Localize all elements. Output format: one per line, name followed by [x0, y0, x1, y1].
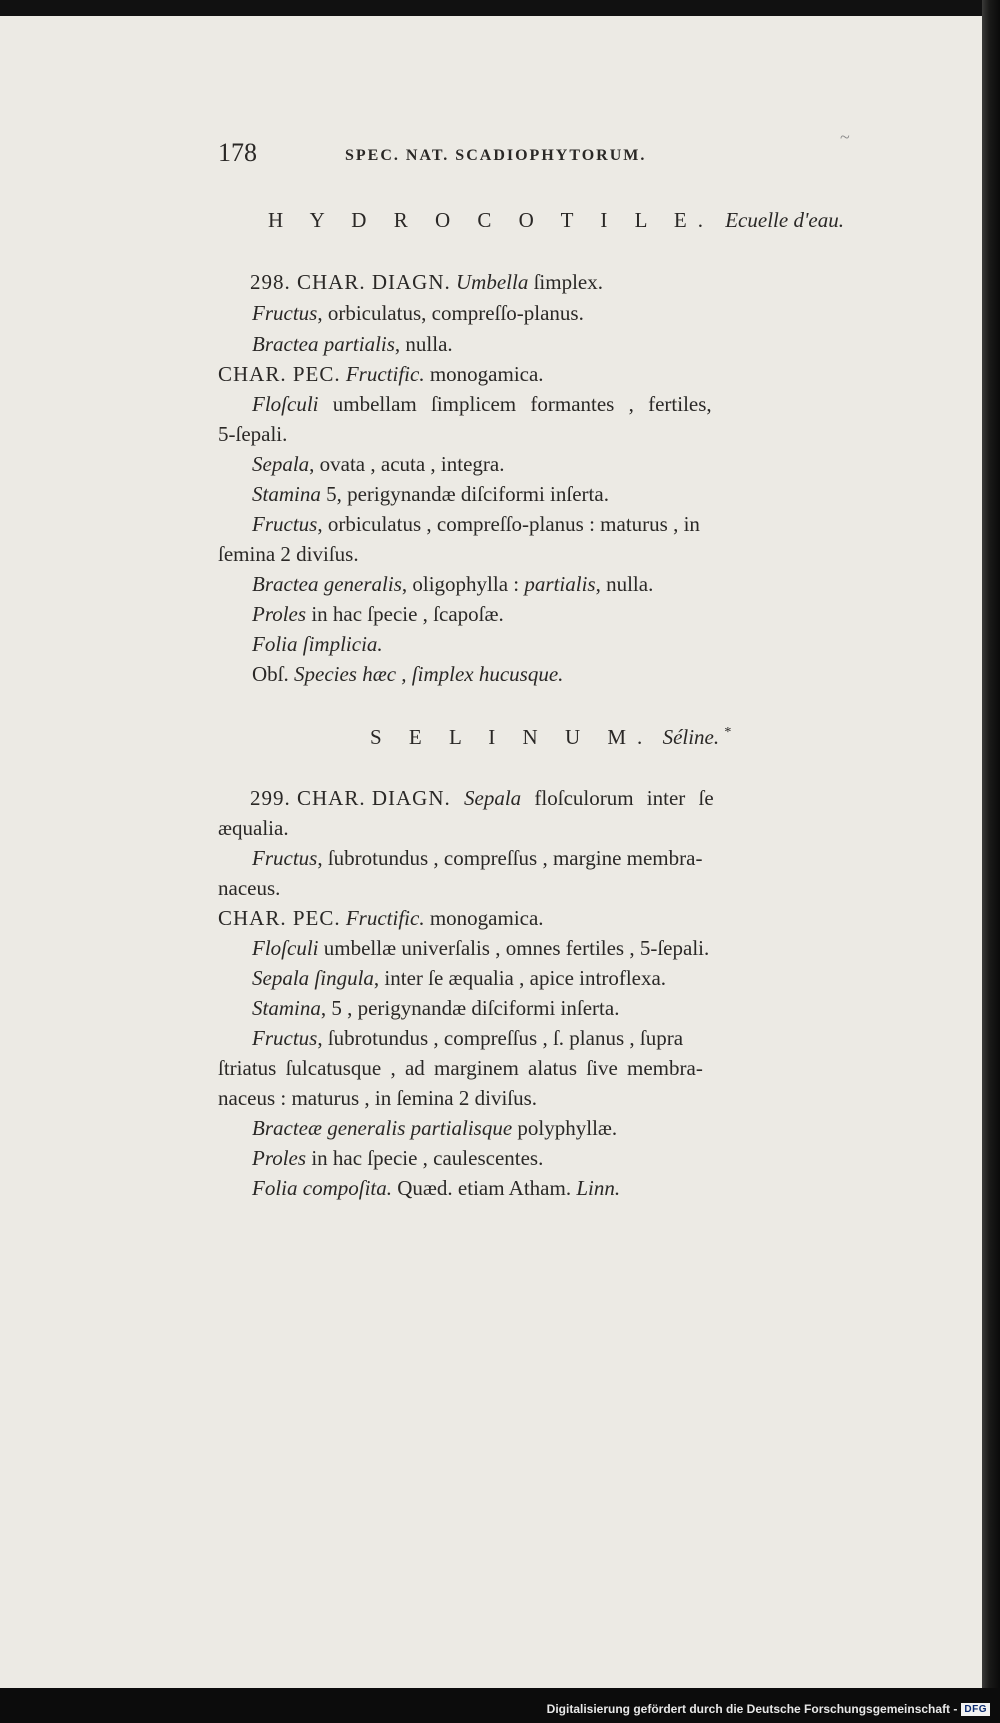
text-line [252, 848, 702, 869]
line-part: naceus : maturus , in ſemina 2 diviſus. [218, 1086, 538, 1110]
line-part: partialis [524, 572, 596, 596]
text-line [252, 574, 653, 595]
book-edge [982, 0, 1000, 1690]
text-line [252, 998, 619, 1019]
line-part: Bractea partialis [252, 332, 395, 356]
line-part: Floſculi [252, 392, 319, 416]
text-line [252, 1178, 620, 1199]
line-part: , nulla. [595, 572, 654, 596]
genus-name: S E L I N U M. [370, 725, 654, 749]
asterisk: * [724, 725, 732, 740]
text-line [252, 938, 709, 959]
digitization-footer [547, 1702, 990, 1716]
text-line [218, 544, 359, 565]
line-part: Stamina [252, 482, 321, 506]
text-line [250, 788, 714, 809]
text-line [252, 394, 712, 415]
text-line [252, 514, 700, 535]
line-part: Proles [252, 1146, 307, 1170]
line-part: Fructific. [345, 906, 425, 930]
line-part: , ſubrotundus , compreſſus , ſ. planus , ſupra [317, 1026, 684, 1050]
line-part: , ſubrotundus , compreſſus , margine membra- [317, 846, 703, 870]
text-line [218, 424, 287, 445]
line-part: , inter ſe æqualia , apice introflexa. [373, 966, 667, 990]
line-part: 5-ſepali. [218, 422, 288, 446]
text-line [252, 303, 584, 324]
line-part: umbellæ univerſalis , omnes fertiles , 5-ſepali. [323, 936, 710, 960]
line-part: ſemina 2 diviſus. [218, 542, 359, 566]
line-part: CHAR. PEC. [218, 906, 341, 930]
text-line [218, 1058, 703, 1079]
line-part: , nulla. [394, 332, 453, 356]
line-part: , orbiculatus , compreſſo-planus : maturus , in [317, 512, 700, 536]
line-part: Sepala [252, 452, 310, 476]
line-part: floſculorum inter ſe [534, 786, 714, 810]
text-line [218, 1088, 537, 1109]
line-part: ſimplex. [533, 270, 603, 294]
line-part: Floſculi [252, 936, 319, 960]
line-part: Fructific. [345, 362, 425, 386]
running-head: SPEC. NAT. SCADIOPHYTORUM. [345, 147, 647, 164]
text-line [252, 634, 383, 655]
corner-mark: ~ [840, 127, 850, 147]
line-part: Fructus [252, 301, 318, 325]
line-part: , ovata , acuta , integra. [309, 452, 505, 476]
text-line [252, 484, 609, 505]
line-part: Bractea generalis [252, 572, 402, 596]
text-line [252, 454, 504, 475]
vernacular-name: Ecuelle d'eau. [725, 208, 845, 232]
text-line [252, 1028, 683, 1049]
line-part: 5, perigynandæ diſciformi inſerta. [326, 482, 609, 506]
line-part: 298. CHAR. DIAGN. [250, 270, 451, 294]
line-part: Obſ. [252, 662, 289, 686]
line-part: umbellam ſimplicem formantes , fertiles, [332, 392, 712, 416]
line-part: æqualia. [218, 816, 289, 840]
line-part: Umbella [456, 270, 529, 294]
line-part: in hac ſpecie , caulescentes. [311, 1146, 544, 1170]
line-part: , orbiculatus, compreſſo-planus. [317, 301, 584, 325]
line-part: Sepala ſingula [252, 966, 374, 990]
footer-text: Digitalisierung gefördert durch die Deutsche Forschungsgemeinschaft - [546, 1702, 958, 1716]
line-part: Quæd. etiam Atham. [397, 1176, 572, 1200]
line-part: Species hæc , ſimplex hucusque. [294, 662, 564, 686]
line-part: ſtriatus ſulcatusque , ad marginem alatus ſive membra- [218, 1056, 703, 1080]
text-line [218, 364, 544, 385]
line-part: monogamica. [429, 362, 544, 386]
line-part: Folia ſimplicia. [252, 632, 383, 656]
text-line [218, 878, 280, 899]
line-part: monogamica. [429, 906, 544, 930]
line-part: polyphyllæ. [517, 1116, 618, 1140]
line-part: , oligophylla : [401, 572, 520, 596]
line-part: Folia compoſita. [252, 1176, 392, 1200]
genus-title-hydrocotile [268, 210, 844, 231]
text-line [252, 1118, 617, 1139]
line-part: Bracteæ generalis partialisque [252, 1116, 513, 1140]
line-part: , 5 , perigynandæ diſciformi inſerta. [320, 996, 620, 1020]
line-part: naceus. [218, 876, 281, 900]
text-line [252, 604, 504, 625]
line-part: 299. CHAR. DIAGN. [250, 786, 451, 810]
line-part: Fructus [252, 1026, 318, 1050]
genus-name: H Y D R O C O T I L E. [268, 208, 714, 232]
text-line [252, 1148, 543, 1169]
line-part: Fructus [252, 512, 318, 536]
text-line [252, 664, 563, 685]
line-part: Fructus [252, 846, 318, 870]
genus-title-selinum [370, 726, 731, 748]
dfg-logo[interactable]: DFG [961, 1703, 990, 1716]
line-part: in hac ſpecie , ſcapoſæ. [311, 602, 504, 626]
vernacular-name: Séline. [662, 725, 720, 749]
line-part: Linn. [576, 1176, 621, 1200]
text-line [250, 272, 603, 293]
line-part: Proles [252, 602, 307, 626]
line-part: Stamina [252, 996, 321, 1020]
text-line [252, 334, 453, 355]
text-line [252, 968, 666, 989]
text-line [218, 908, 544, 929]
line-part: CHAR. PEC. [218, 362, 341, 386]
page-number: 178 [218, 138, 257, 167]
text-line [218, 818, 289, 839]
line-part: Sepala [464, 786, 522, 810]
